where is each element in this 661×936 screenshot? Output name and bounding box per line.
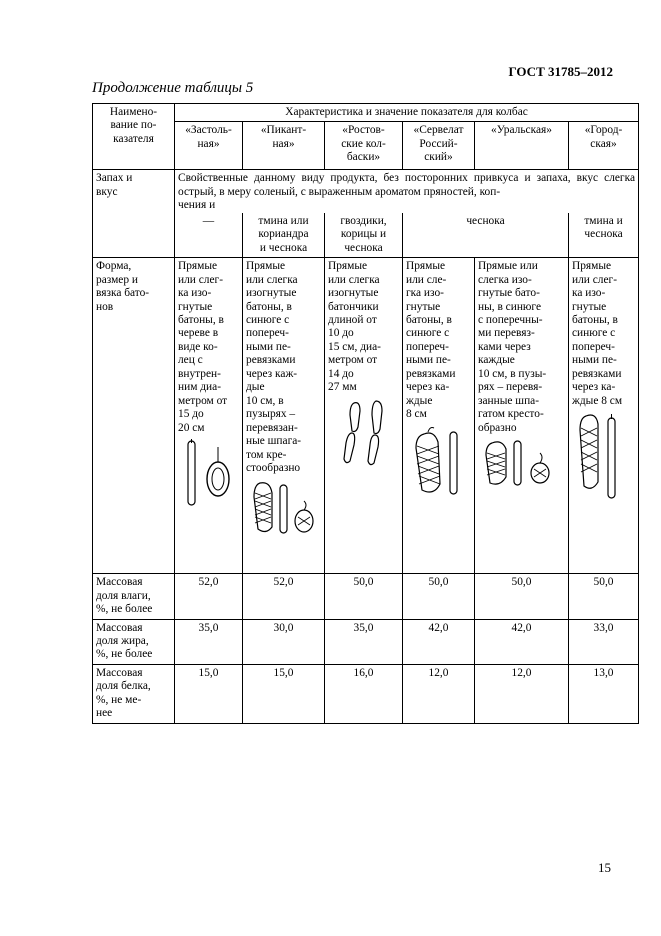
- shape-cell: [243, 258, 325, 574]
- smell-cell: чеснока: [403, 213, 569, 258]
- tied-sausage-icon: [406, 424, 472, 502]
- column-header: «Город- ская»: [569, 122, 639, 170]
- corner-header: Наимено- вание по- казателя: [93, 104, 175, 170]
- tied-sausage-icon: [572, 410, 632, 510]
- value-cell: 42,0: [475, 619, 569, 664]
- row-smell-common: [93, 170, 639, 213]
- smell-cell: гвоздики, корицы и чеснока: [325, 213, 403, 258]
- value-cell: 30,0: [243, 619, 325, 664]
- group-header: Характеристика и значение показателя для колбас: [175, 104, 639, 122]
- value-cell: 16,0: [325, 664, 403, 723]
- row-moisture: [93, 574, 639, 619]
- shape-text: Прямые или слегка изогнутые батончики длиной от 10 до 15 см, диа- метром от 14 до 27 мм: [328, 260, 381, 394]
- standard-number: ГОСТ 31785–2012: [508, 64, 613, 79]
- column-header: «Застоль- ная»: [175, 122, 243, 170]
- shape-cell: [475, 258, 569, 574]
- row-label: Массовая доля влаги, %, не более: [93, 574, 175, 619]
- shape-cell: [403, 258, 475, 574]
- smell-cell: тмина или кориандра и чеснока: [243, 213, 325, 258]
- shape-text: Прямые или слег- ка изо- гнутые батоны, в череве в виде ко- лец с внутрен- ним диа- метром от 15 до 20 см: [178, 260, 228, 434]
- column-header: «Сервелат Россий- ский»: [403, 122, 475, 170]
- row-smell-cells: [93, 213, 639, 258]
- shape-text: Прямые или сле- гка изо- гнутые батоны, в синюге с попереч- ными пе- ревязками через ка- ждые 8 см: [406, 260, 456, 421]
- value-cell: 13,0: [569, 664, 639, 723]
- value-cell: 15,0: [243, 664, 325, 723]
- tied-sausage-icon: [478, 437, 562, 489]
- value-cell: 33,0: [569, 619, 639, 664]
- sausage-ring-icon: [178, 437, 238, 509]
- value-cell: 12,0: [403, 664, 475, 723]
- row-shape: [93, 258, 639, 574]
- shape-cell: [325, 258, 403, 574]
- value-cell: 52,0: [243, 574, 325, 619]
- smell-common-text: Свойственные данному виду продукта, без посторонних привкуса и запаха, вкус слегка острый, в меру соленый, с выраженным ароматом пряностей, коп- чения и: [175, 170, 639, 213]
- row-label: Массовая доля жира, %, не более: [93, 619, 175, 664]
- small-sausages-icon: [328, 397, 398, 469]
- page-number: 15: [598, 860, 611, 875]
- row-fat: [93, 619, 639, 664]
- column-header: «Ростов- ские кол- баски»: [325, 122, 403, 170]
- value-cell: 50,0: [325, 574, 403, 619]
- shape-text: Прямые или слегка изогнутые батоны, в синюге с попереч- ными пе- ревязками через каж- дые 10 см, в пузырях – перевязан- ные шпага- том кре- стообразно: [246, 260, 302, 474]
- shape-cell: [175, 258, 243, 574]
- header-row-2: [93, 122, 639, 170]
- row-label: Форма, размер и вязка бато- нов: [93, 258, 175, 574]
- value-cell: 52,0: [175, 574, 243, 619]
- value-cell: 42,0: [403, 619, 475, 664]
- value-cell: 35,0: [325, 619, 403, 664]
- smell-cell: —: [175, 213, 243, 258]
- shape-text: Прямые или слег- ка изо- гнутые батоны, в синюге с попереч- ными пе- ревязками через ка- ждые 8 см: [572, 260, 623, 407]
- shape-cell: [569, 258, 639, 574]
- row-label: Запах и вкус: [93, 170, 175, 258]
- table-caption: Продолжение таблицы 5: [92, 80, 254, 96]
- shape-text: Прямые или слегка изо- гнутые бато- ны, в синюге с поперечны- ми перевяз- ками через каждые 10 см, в пузы- рях – перевя- занные шпа- гатом кресто- образно: [478, 260, 547, 434]
- row-protein: [93, 664, 639, 723]
- column-header: «Уральская»: [475, 122, 569, 170]
- value-cell: 35,0: [175, 619, 243, 664]
- value-cell: 50,0: [403, 574, 475, 619]
- smell-cell: тмина и чеснока: [569, 213, 639, 258]
- header-row-1: [93, 104, 639, 122]
- value-cell: 50,0: [569, 574, 639, 619]
- value-cell: 15,0: [175, 664, 243, 723]
- tied-sausage-icon: [246, 477, 320, 537]
- value-cell: 50,0: [475, 574, 569, 619]
- characteristics-table: [92, 103, 639, 724]
- row-label: Массовая доля белка, %, не ме- нее: [93, 664, 175, 723]
- column-header: «Пикант- ная»: [243, 122, 325, 170]
- value-cell: 12,0: [475, 664, 569, 723]
